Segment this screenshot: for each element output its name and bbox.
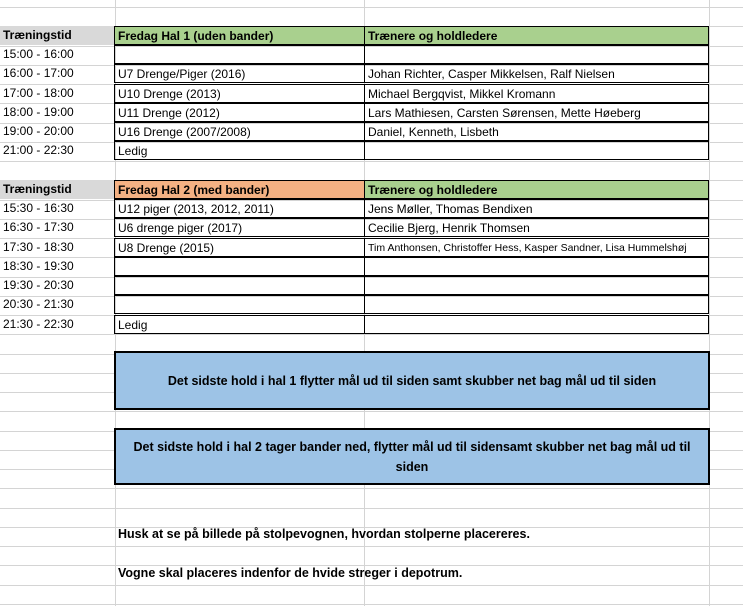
note-box-hall1[interactable] [114, 351, 710, 410]
hall1-time-cell[interactable]: 19:00 - 20:00 [3, 124, 74, 138]
hall2-team-cell[interactable] [114, 295, 365, 314]
hall1-header[interactable]: Fredag Hal 1 (uden bander) [114, 26, 365, 45]
note-box-hall2[interactable] [114, 428, 710, 485]
hall2-time-cell[interactable]: 19:30 - 20:30 [3, 278, 74, 292]
hall1-team-cell[interactable]: U11 Drenge (2012) [114, 103, 365, 122]
reminder-posts[interactable]: Husk at se på billede på stolpevognen, hvordan stolperne placereres. [118, 527, 530, 541]
hall2-time-cell[interactable]: 15:30 - 16:30 [3, 201, 74, 215]
time-header-2[interactable]: Træningstid [0, 180, 115, 199]
hall2-coaches-cell[interactable] [364, 315, 709, 334]
hall2-coaches-cell[interactable]: Cecilie Bjerg, Henrik Thomsen [364, 218, 709, 237]
hall1-coaches-cell[interactable] [364, 45, 709, 64]
hall2-time-cell[interactable]: 17:30 - 18:30 [3, 240, 74, 254]
hall2-team-cell[interactable] [114, 257, 365, 276]
hall1-team-cell[interactable]: Ledig [114, 141, 365, 160]
time-header-1[interactable]: Træningstid [0, 26, 115, 45]
hall1-team-cell[interactable]: U7 Drenge/Piger (2016) [114, 64, 365, 83]
hall2-coaches-cell[interactable]: Tim Anthonsen, Christoffer Hess, Kasper Sandner, Lisa Hummelshøj [364, 238, 709, 257]
hall1-coaches-cell[interactable]: Michael Bergqvist, Mikkel Kromann [364, 84, 709, 103]
hall2-coaches-cell[interactable] [364, 295, 709, 314]
hall2-coaches-cell[interactable] [364, 276, 709, 295]
coach-header-1[interactable]: Trænere og holdledere [364, 26, 709, 45]
hall2-coaches-cell[interactable]: Jens Møller, Thomas Bendixen [364, 199, 709, 218]
hall1-team-cell[interactable]: U10 Drenge (2013) [114, 84, 365, 103]
hall2-team-cell[interactable] [114, 276, 365, 295]
hall1-time-cell[interactable]: 18:00 - 19:00 [3, 105, 74, 119]
hall1-time-cell[interactable]: 17:00 - 18:00 [3, 86, 74, 100]
hall2-time-cell[interactable]: 20:30 - 21:30 [3, 297, 74, 311]
note-box-hall1-text: Det sidste hold i hal 1 flytter mål ud til siden samt skubber net bag mål ud til siden [167, 373, 657, 388]
note-box-hall2-text: Det sidste hold i hal 2 tager bander ned, flytter mål ud til sidensamt skubber net bag mål ud til siden [133, 439, 691, 474]
hall1-coaches-cell[interactable] [364, 141, 709, 160]
hall1-team-cell[interactable] [114, 45, 365, 64]
hall1-time-cell[interactable]: 15:00 - 16:00 [3, 47, 74, 61]
hall2-team-cell[interactable]: U8 Drenge (2015) [114, 238, 365, 257]
hall1-team-cell[interactable]: U16 Drenge (2007/2008) [114, 122, 365, 141]
hall1-time-cell[interactable]: 21:00 - 22:30 [3, 143, 74, 157]
hall1-coaches-cell[interactable]: Daniel, Kenneth, Lisbeth [364, 122, 709, 141]
hall1-coaches-cell[interactable]: Lars Mathiesen, Carsten Sørensen, Mette Høeberg [364, 103, 709, 122]
hall2-time-cell[interactable]: 21:30 - 22:30 [3, 317, 74, 331]
hall2-team-cell[interactable]: U12 piger (2013, 2012, 2011) [114, 199, 365, 218]
hall2-time-cell[interactable]: 16:30 - 17:30 [3, 220, 74, 234]
coach-header-2[interactable]: Trænere og holdledere [364, 180, 709, 199]
hall2-time-cell[interactable]: 18:30 - 19:30 [3, 259, 74, 273]
hall1-coaches-cell[interactable]: Johan Richter, Casper Mikkelsen, Ralf Nielsen [364, 64, 709, 83]
hall2-team-cell[interactable]: U6 drenge piger (2017) [114, 218, 365, 237]
hall2-coaches-cell[interactable] [364, 257, 709, 276]
hall2-header[interactable]: Fredag Hal 2 (med bander) [114, 180, 365, 199]
reminder-carts[interactable]: Vogne skal placeres indenfor de hvide streger i depotrum. [118, 566, 463, 580]
hall2-team-cell[interactable]: Ledig [114, 315, 365, 334]
hall1-time-cell[interactable]: 16:00 - 17:00 [3, 66, 74, 80]
